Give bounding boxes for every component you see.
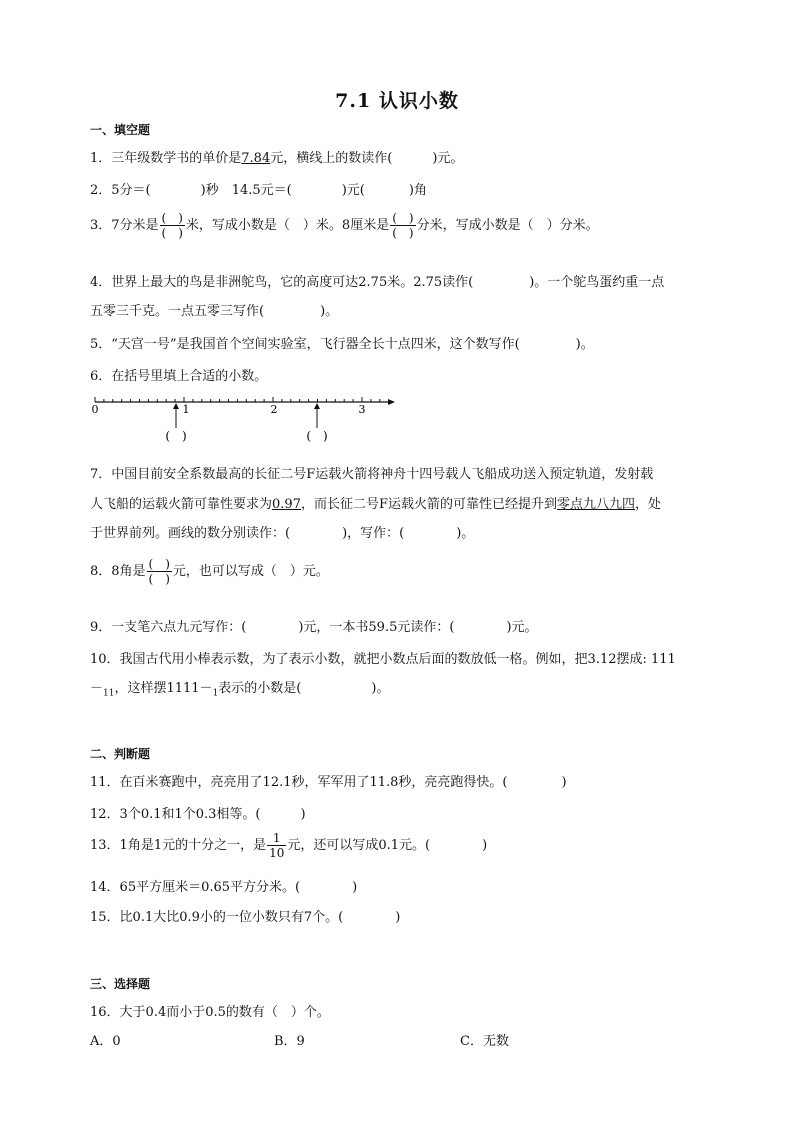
option-c[interactable]: C．无数 xyxy=(460,1034,509,1049)
tick-label-1: 1 xyxy=(182,403,190,416)
arrow-up-icon xyxy=(173,403,179,409)
question-9: 9．一支笔六点九元写作：( )元，一本书59.5元读作：( )元。 xyxy=(90,620,538,635)
answer-blank-1[interactable]: ( ) xyxy=(165,429,187,443)
question-12: 12．3个0.1和1个0.3相等。( ) xyxy=(90,807,306,822)
question-11: 11．在百米赛跑中，亮亮用了12.1秒，军军用了11.8秒，亮亮跑得快。( ) xyxy=(90,775,567,790)
answer-blank-2[interactable]: ( ) xyxy=(306,429,328,443)
question-7-line-2: 人飞船的运载火箭可靠性要求为0.97，而长征二号F运载火箭的可靠性已经提升到零点九八九四，处 xyxy=(90,497,662,512)
section-fill-in: 一、填空题 xyxy=(90,123,151,137)
tick-label-3: 3 xyxy=(358,403,366,416)
fraction-blank: $\frac{( )}{( )}$ xyxy=(392,211,414,240)
section-true-false: 二、判断题 xyxy=(90,747,151,761)
question-2: 2．5分＝( )秒 14.5元＝( )元( )角 xyxy=(90,183,427,198)
question-7-line-3: 于世界前列。画线的数分别读作：( )，写作：( )。 xyxy=(90,526,475,541)
question-7-line-1: 7．中国目前安全系数最高的长征二号F运载火箭将神舟十四号载人飞船成功送入预定轨道，发射载 xyxy=(90,467,654,482)
question-15: 15．比0.1大比0.9小的一位小数只有7个。( ) xyxy=(90,910,401,925)
fraction-one-tenth: $\frac{1}{10}$ xyxy=(269,831,285,860)
question-8: 8．8角是 $\frac{( )}{( )}$ 元，也可以写成（ ）元。 xyxy=(90,557,329,586)
fraction-blank: $\frac{( )}{( )}$ xyxy=(161,211,183,240)
question-16: 16．大于0.4而小于0.5的数有（ ）个。 xyxy=(90,1005,330,1020)
question-5: 5．“天宫一号”是我国首个空间实验室，飞行器全长十点四米，这个数写作( )。 xyxy=(90,337,594,352)
fraction-blank: $\frac{( )}{( )}$ xyxy=(148,557,170,586)
arrow-up-icon xyxy=(314,403,320,409)
question-10-line-1: 10．我国古代用小棒表示数，为了表示小数，就把小数点后面的数放低一格。例如，把3.12摆成: 111 xyxy=(90,652,676,667)
question-3: 3．7分米是 $\frac{( )}{( )}$ 米，写成小数是（ ）米。8厘米是 $\frac{( )}{( )}$ 分米，写成小数是（ ）分米。 xyxy=(90,211,599,240)
page-title: 7.1 认识小数 xyxy=(335,90,459,112)
option-a[interactable]: A．0 xyxy=(90,1034,121,1049)
question-10-line-2: $-_{11}$，这样摆$1111-_1$表示的小数是( )。 xyxy=(90,681,390,699)
number-line-svg xyxy=(90,390,400,446)
question-1: 1．三年级数学书的单价是7.84元，横线上的数读作( )元。 xyxy=(90,151,464,166)
option-b[interactable]: B．9 xyxy=(274,1034,305,1049)
question-6: 6．在括号里填上合适的小数。 xyxy=(90,369,268,384)
question-13: 13．1角是1元的十分之一，是 $\frac{1}{10}$ 元，还可以写成0.1元。( ) xyxy=(90,831,488,860)
number-line xyxy=(90,390,400,450)
section-multiple-choice: 三、选择题 xyxy=(90,977,151,991)
question-4-line-1: 4．世界上最大的鸟是非洲鸵鸟，它的高度可达2.75米。2.75读作( )。一个鸵鸟蛋约重一点 xyxy=(90,275,665,290)
question-14: 14．65平方厘米＝0.65平方分米。( ) xyxy=(90,880,358,895)
tick-label-2: 2 xyxy=(270,403,278,416)
tick-label-0: 0 xyxy=(91,403,99,416)
question-4-line-2: 五零三千克。一点五零三写作( )。 xyxy=(90,304,339,319)
